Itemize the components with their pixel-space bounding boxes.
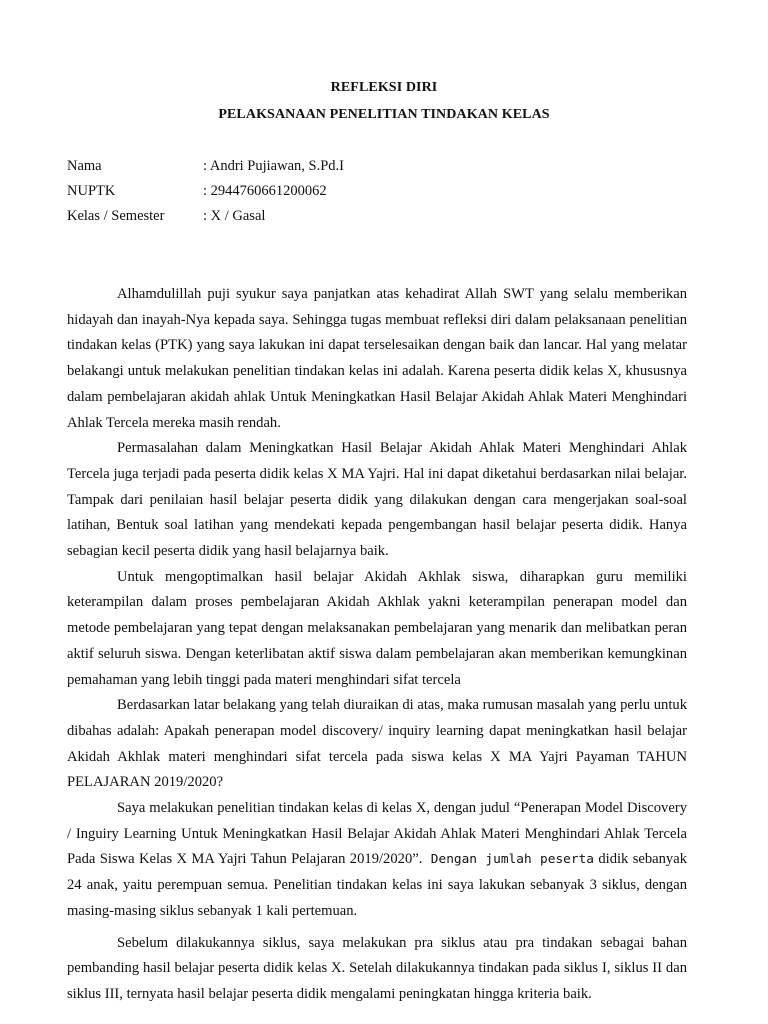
document-title: REFLEKSI DIRI [330, 80, 438, 95]
paragraph: Alhamdulillah puji syukur saya panjatkan atas kehadirat Allah SWT yang selalu memberikan hidayah dan inayah-Nya kepada saya. Sehingga tugas membuat refleksi diri dalam pelaksanaan penelitian tindakan kelas (PTK) yang saya lakukan ini dapat terselesaikan dengan baik dan lancar. Hal yang melatar belakangi untuk melakukan penelitian tindakan kelas ini adalah. Karena peserta didik kelas X, khususnya dalam pembelajaran akidah ahlak Untuk Meningkatkan Hasil Belajar Akidah Ahlak Materi Menghindari Ahlak Tercela mereka masih rendah. [67, 286, 687, 431]
identity-row-kelas [67, 206, 344, 231]
identity-label: Kelas / Semester [67, 208, 165, 224]
reflection-body [67, 282, 687, 1008]
document-subtitle: PELAKSANAAN PENELITIAN TINDAKAN KELAS [218, 107, 550, 122]
identity-row-nama [67, 156, 344, 181]
paragraph-text: didik sebanyak 24 anak, yaitu perempuan semua. Penelitian tindakan kelas ini saya lakukan sebanyak 3 siklus, dengan masing-masing siklus sebanyak 1 kali pertemuan. [67, 851, 687, 919]
paragraph: Sebelum dilakukannya siklus, saya melakukan pra siklus atau pra tindakan sebagai bahan pembanding hasil belajar peserta didik kelas X. Setelah dilakukannya tindakan pada siklus I, siklus II dan siklus III, ternyata hasil belajar peserta didik mengalami peningkatan hingga kriteria baik. [67, 934, 687, 1002]
identity-value: : Andri Pujiawan, S.Pd.I [203, 158, 344, 174]
paragraph: Berdasarkan latar belakang yang telah diuraikan di atas, maka rumusan masalah yang perlu untuk dibahas adalah: Apakah penerapan model discovery/ inquiry learning dapat meningkatkan hasil belajar Akidah Akhlak materi menghindari sifat tercela pada siswa kelas X MA Yajri Payaman TAHUN PELAJARAN 2019/2020? [67, 697, 687, 791]
identity-value: : 2944760661200062 [203, 183, 327, 199]
paragraph-text: Saya melakukan penelitian tindakan kelas di kelas X, dengan judul “Penerapan Model Discovery / Inguiry Learning Untuk Meningkatkan Hasil Belajar Akidah Ahlak Materi Menghindari Ahlak Tercela Pada Siswa Kelas X MA Yajri Tahun Pelajaran 2019/2020”. [67, 800, 687, 868]
identity-block [67, 156, 344, 231]
paragraph: Untuk mengoptimalkan hasil belajar Akidah Akhlak siswa, diharapkan guru memiliki keterampilan dalam proses pembelajaran Akidah Akhlak yakni keterampilan penerapan model dan metode pembelajaran yang tepat dengan melaksanakan pembelajaran yang menarik dan melibatkan peran aktif seluruh siswa. Dengan keterlibatan aktif siswa dalam pembelajaran akan memberikan kemungkinan pemahaman yang lebih tinggi pada materi menghindari sifat tercela [67, 568, 687, 688]
identity-value: : X / Gasal [203, 208, 266, 224]
paragraph-text-mono: Dengan jumlah peserta [422, 852, 594, 868]
identity-label: NUPTK [67, 183, 116, 199]
identity-row-nuptk [67, 181, 344, 206]
paragraph-research-title [67, 796, 687, 925]
identity-label: Nama [67, 158, 102, 174]
paragraph: Permasalahan dalam Meningkatkan Hasil Belajar Akidah Ahlak Materi Menghindari Ahlak Tercela juga terjadi pada peserta didik kelas X MA Yajri. Hal ini dapat diketahui berdasarkan nilai belajar. Tampak dari penilaian hasil belajar peserta didik yang dilakukan dengan cara mengerjakan soal-soal latihan, Bentuk soal latihan yang mendekati kepada pengembangan hasil belajar peserta didik. Hanya sebagian kecil peserta didik yang hasil belajarnya baik. [67, 440, 687, 560]
